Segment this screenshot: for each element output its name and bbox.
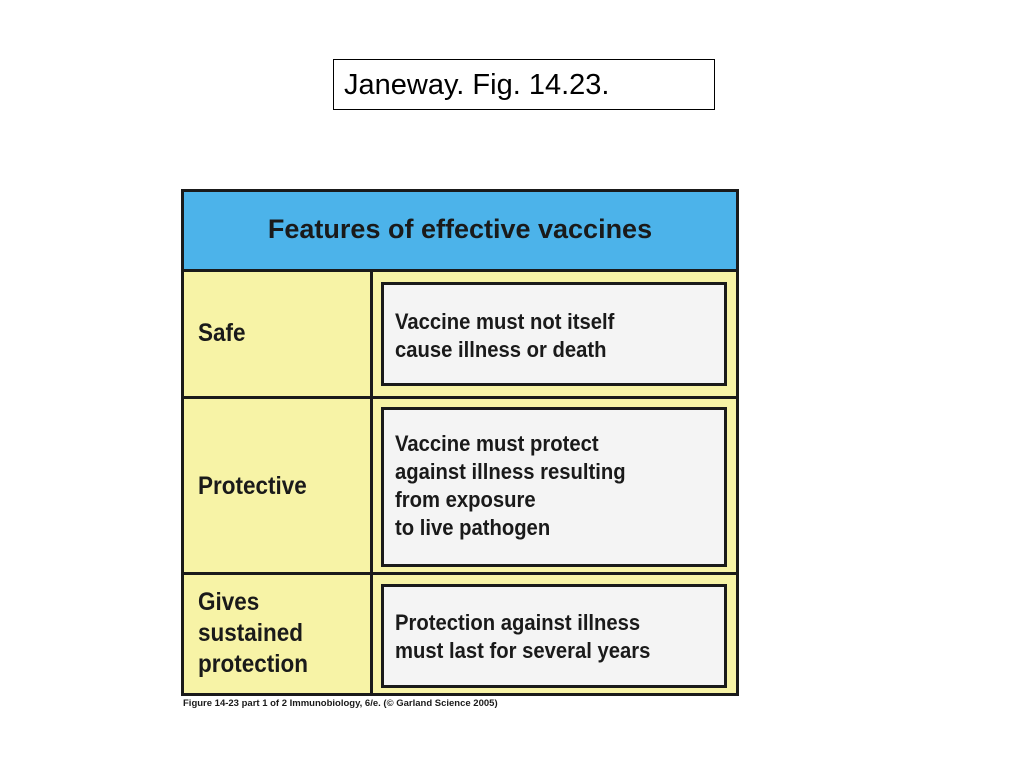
vaccine-features-figure [181,189,741,709]
feature-label: Safe [198,319,246,347]
feature-description: Vaccine must protect against illness resulting from exposure to live pathogen [395,431,626,540]
feature-row-sustained [184,572,736,693]
slide-title: Janeway. Fig. 14.23. [344,69,610,101]
feature-description: Protection against illness must last for several years [395,610,651,663]
feature-description-box [381,584,727,688]
figure-header-text: Features of effective vaccines [267,214,653,244]
feature-label: Protective [198,472,307,500]
feature-description-box [381,407,727,567]
figure-frame [181,189,739,696]
slide-title-box [333,59,715,110]
feature-description: Vaccine must not itself cause illness or death [395,309,615,362]
feature-description-box [381,282,727,386]
feature-row-safe [184,272,736,396]
feature-row-protective [184,396,736,572]
figure-caption: Figure 14-23 part 1 of 2 Immunobiology, 6/e. (© Garland Science 2005) [183,698,498,709]
feature-label: Gives sustained protection [198,588,308,678]
figure-header [184,192,736,272]
